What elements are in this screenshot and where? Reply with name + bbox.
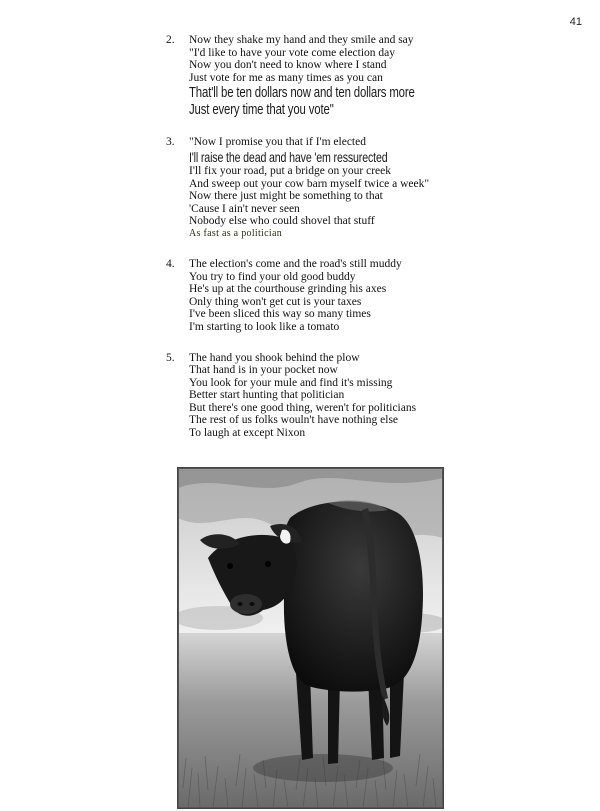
lyric-line: But there's one good thing, weren't for politicians [189,401,417,414]
verse-lines [189,136,466,240]
lyrics-verses [166,34,466,458]
lyric-line: "Now I promise you that if I'm elected [189,136,366,149]
lyric-line-condensed: Just every time that you vote" [189,101,334,119]
lyric-line: Now you don't need to know where I stand [189,59,387,72]
lyric-line: The election's come and the road's still muddy [189,257,402,270]
lyric-line-small: As fast as a politician [189,227,282,239]
verse-number: 2. [166,34,175,46]
cow-photo-illustration [178,468,443,808]
cow-body [283,502,423,692]
lyric-line: Just vote for me as many times as you can [189,71,383,84]
lyric-line: The rest of us folks wouln't have nothing else [189,414,399,427]
verse-5 [166,352,466,440]
lyric-line: I've been sliced this way so many times [189,308,371,321]
cow-muzzle [230,594,262,614]
lyric-line: 'Cause I ain't never seen [189,202,300,215]
lyric-line-condensed: That'll be ten dollars now and ten dollars more [189,84,415,102]
lyric-line: Only thing won't get cut is your taxes [189,295,362,308]
lyric-line: You look for your mule and find it's missing [189,376,393,389]
lyric-line: Better start hunting that politician [189,389,345,402]
cow-eye [227,563,233,569]
lyric-line: That hand is in your pocket now [189,364,338,377]
lyric-line: Now they shake my hand and they smile and say [189,34,414,46]
lyric-line: The hand you shook behind the plow [189,351,360,364]
verse-3 [166,136,466,240]
lyric-line: And sweep out your cow barn myself twice a week" [189,177,430,190]
lyric-line-condensed: I'll raise the dead and have 'em ressurected [189,148,388,165]
lyric-line: He's up at the courthouse grinding his axes [189,283,387,296]
cow-nostril [238,602,243,606]
lyric-line: I'll fix your road, put a bridge on your creek [189,164,391,177]
verse-number: 4. [166,257,175,270]
lyric-line: I'm starting to look like a tomato [189,320,340,333]
lyric-line: Now there just might be something to that [189,190,383,203]
lyric-line: To laugh at except Nixon [189,427,306,440]
verse-2 [166,34,466,118]
lyric-line: "I'd like to have your vote come election day [189,46,396,59]
verse-lines [189,352,466,440]
page-number: 41 [569,16,582,28]
lyric-line: You try to find your old good buddy [189,270,356,283]
verse-lines [189,34,486,118]
verse-number: 5. [166,351,175,364]
verse-number: 3. [166,136,175,149]
verse-4 [166,258,466,334]
lyric-line: Nobody else who could shovel that stuff [189,215,375,228]
cow-eye [265,561,271,567]
verse-lines [189,258,466,334]
cow-nostril [250,602,255,606]
cow-photograph [177,467,444,809]
